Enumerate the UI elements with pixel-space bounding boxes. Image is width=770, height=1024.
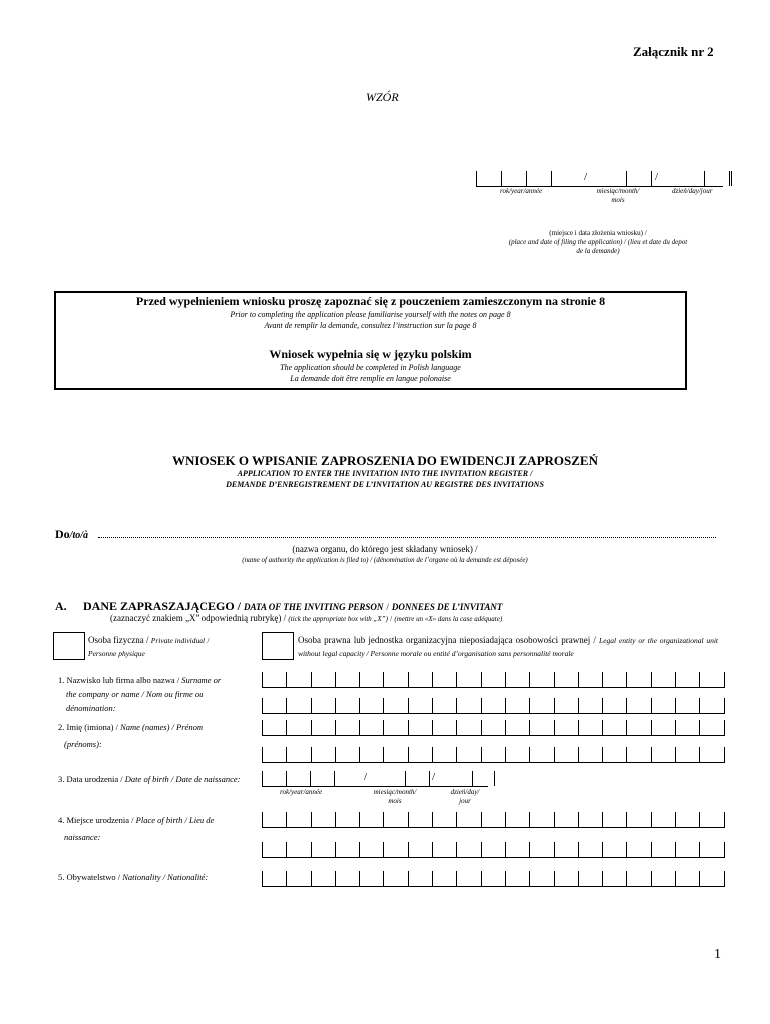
char-cell[interactable] <box>432 842 456 857</box>
tick-instruction: (zaznaczyć znakiem „X” odpowiednią rubrykę) / (tick the appropriate box with „X”) / (mettre un «X» dans la case adéquate) <box>110 613 503 623</box>
legal-entity-checkbox[interactable] <box>262 632 294 660</box>
char-cell[interactable] <box>456 812 480 827</box>
char-cell[interactable] <box>432 672 456 687</box>
char-cell[interactable] <box>602 842 626 857</box>
addressee-label: Do/to/à <box>55 527 89 541</box>
birth-place-field-row2[interactable] <box>262 842 725 858</box>
char-cell[interactable] <box>456 672 480 687</box>
date-separator: / <box>432 771 436 783</box>
char-cell[interactable] <box>578 672 602 687</box>
char-cell[interactable] <box>602 812 626 827</box>
birth-date-label: 3. Data urodzenia / Date of birth / Date de naissance: <box>58 774 241 784</box>
char-cell[interactable] <box>262 842 286 857</box>
char-cell[interactable] <box>335 747 359 762</box>
char-cell[interactable] <box>481 698 505 713</box>
char-cell[interactable] <box>626 812 650 827</box>
char-cell[interactable] <box>456 871 480 886</box>
char-cell[interactable] <box>311 672 335 687</box>
char-cell[interactable] <box>383 812 407 827</box>
char-cell[interactable] <box>651 698 675 713</box>
char-cell[interactable] <box>286 871 310 886</box>
char-cell[interactable] <box>456 720 480 735</box>
char-cell[interactable] <box>626 871 650 886</box>
char-cell[interactable] <box>699 747 724 762</box>
char-cell[interactable] <box>602 698 626 713</box>
char-cell[interactable] <box>311 871 335 886</box>
char-cell[interactable] <box>359 842 383 857</box>
char-cell[interactable] <box>554 672 578 687</box>
char-cell[interactable] <box>359 747 383 762</box>
char-cell[interactable] <box>359 672 383 687</box>
char-cell[interactable] <box>651 720 675 735</box>
char-cell[interactable] <box>456 747 480 762</box>
char-cell[interactable] <box>286 812 310 827</box>
char-cell[interactable] <box>699 842 724 857</box>
surname-field-row1[interactable] <box>262 672 725 688</box>
date-separator: / <box>364 771 368 783</box>
char-cell[interactable] <box>262 672 286 687</box>
char-cell[interactable] <box>626 698 650 713</box>
char-cell[interactable] <box>286 720 310 735</box>
month-caption: miesiąc/month/ mois <box>596 187 640 204</box>
char-cell[interactable] <box>335 698 359 713</box>
form-title-en: APPLICATION TO ENTER THE INVITATION INTO THE INVITATION REGISTER / <box>237 469 533 478</box>
language-title: Wniosek wypełnia się w języku polskim <box>269 347 472 361</box>
char-cell[interactable] <box>651 871 675 886</box>
char-cell[interactable] <box>651 812 675 827</box>
place-date-caption: (miejsce i data złożenia wniosku) / (place and date of filing the application) / (lieu et date du depot de la demande) <box>508 229 688 255</box>
birth-date-field[interactable] <box>262 771 488 787</box>
char-cell[interactable] <box>529 698 553 713</box>
birth-place-label: 4. Miejsce urodzenia / Place of birth / Lieu de naissance: <box>58 815 215 842</box>
char-cell[interactable] <box>383 842 407 857</box>
char-cell[interactable] <box>383 871 407 886</box>
nationality-label: 5. Obywatelstwo / Nationality / Nationalité: <box>58 872 209 882</box>
char-cell[interactable] <box>262 747 286 762</box>
char-cell[interactable] <box>408 747 432 762</box>
char-cell[interactable] <box>359 720 383 735</box>
form-title: WNIOSEK O WPISANIE ZAPROSZENIA DO EWIDENCJI ZAPROSZEŃ <box>172 453 598 468</box>
char-cell[interactable] <box>626 747 650 762</box>
char-cell[interactable] <box>335 672 359 687</box>
specimen-label: WZÓR <box>366 90 399 104</box>
char-cell[interactable] <box>626 842 650 857</box>
char-cell[interactable] <box>262 812 286 827</box>
year-caption: rok/year/année <box>500 187 543 195</box>
char-cell[interactable] <box>602 871 626 886</box>
char-cell[interactable] <box>578 698 602 713</box>
addressee-caption-en: (name of authority the application is filed to) / (dénomination de l’organe où la demande est déposée) <box>242 556 528 564</box>
addressee-caption-pl: (nazwa organu, do którego jest składany wniosek) / <box>292 544 478 554</box>
private-individual-label: Osoba fizyczna / Private individual / Personne physique <box>88 635 210 658</box>
char-cell[interactable] <box>578 747 602 762</box>
notice-fr: Avant de remplir la demande, consultez l’instruction sur la page 8 <box>264 321 477 330</box>
char-cell[interactable] <box>675 871 699 886</box>
birth-month-caption: miesiąc/month/ mois <box>373 788 417 805</box>
char-cell[interactable] <box>311 747 335 762</box>
birth-place-field-row1[interactable] <box>262 812 725 828</box>
char-cell[interactable] <box>505 871 529 886</box>
char-cell[interactable] <box>481 747 505 762</box>
char-cell[interactable] <box>626 672 650 687</box>
char-cell[interactable] <box>481 672 505 687</box>
char-cell[interactable] <box>699 720 724 735</box>
notice-title: Przed wypełnieniem wniosku proszę zapoznać się z pouczeniem zamieszczonym na stronie 8 <box>135 294 606 308</box>
char-cell[interactable] <box>554 747 578 762</box>
char-cell[interactable] <box>286 747 310 762</box>
char-cell[interactable] <box>262 720 286 735</box>
first-name-field-row1[interactable] <box>262 720 725 736</box>
char-cell[interactable] <box>554 871 578 886</box>
char-cell[interactable] <box>408 871 432 886</box>
char-cell[interactable] <box>383 720 407 735</box>
char-cell[interactable] <box>505 842 529 857</box>
char-cell[interactable] <box>529 747 553 762</box>
char-cell[interactable] <box>699 812 724 827</box>
char-cell[interactable] <box>432 698 456 713</box>
char-cell[interactable] <box>505 747 529 762</box>
char-cell[interactable] <box>456 698 480 713</box>
char-cell[interactable] <box>311 698 335 713</box>
char-cell[interactable] <box>335 842 359 857</box>
char-cell[interactable] <box>626 720 650 735</box>
char-cell[interactable] <box>578 842 602 857</box>
char-cell[interactable] <box>529 871 553 886</box>
char-cell[interactable] <box>311 842 335 857</box>
char-cell[interactable] <box>456 842 480 857</box>
char-cell[interactable] <box>408 842 432 857</box>
char-cell[interactable] <box>651 842 675 857</box>
char-cell[interactable] <box>675 747 699 762</box>
char-cell[interactable] <box>675 812 699 827</box>
char-cell[interactable] <box>481 871 505 886</box>
char-cell[interactable] <box>286 672 310 687</box>
char-cell[interactable] <box>311 812 335 827</box>
char-cell[interactable] <box>675 842 699 857</box>
char-cell[interactable] <box>335 812 359 827</box>
legal-entity-label: Osoba prawna lub jednostka organizacyjna nieposiadająca osobowości prawnej / Legal entity or the organizational unit without legal capacity / Personne morale ou entité d’organisation sans personnalité morale <box>298 635 719 658</box>
form-title-fr: DEMANDE D’ENREGISTREMENT DE L’INVITATION AU REGISTRE DES INVITATIONS <box>226 480 544 489</box>
date-separator: / <box>584 171 588 183</box>
char-cell[interactable] <box>578 871 602 886</box>
char-cell[interactable] <box>651 672 675 687</box>
char-cell[interactable] <box>481 812 505 827</box>
char-cell[interactable] <box>602 747 626 762</box>
surname-label: 1. Nazwisko lub firma albo nazwa / Surname or the company or name / Nom ou firme ou dénomination: <box>58 675 222 713</box>
char-cell[interactable] <box>529 842 553 857</box>
private-individual-checkbox[interactable] <box>53 632 85 660</box>
char-cell[interactable] <box>383 747 407 762</box>
notice-en: Prior to completing the application please familiarise yourself with the notes on page 8 <box>230 310 511 319</box>
char-cell[interactable] <box>262 871 286 886</box>
char-cell[interactable] <box>432 812 456 827</box>
char-cell[interactable] <box>602 720 626 735</box>
birth-year-caption: rok/year/année <box>280 788 323 796</box>
char-cell[interactable] <box>554 812 578 827</box>
day-caption: dzień/day/jour <box>672 187 713 195</box>
date-separator: / <box>655 171 659 183</box>
filing-date-field[interactable] <box>476 171 723 187</box>
char-cell[interactable] <box>602 672 626 687</box>
char-cell[interactable] <box>432 720 456 735</box>
char-cell[interactable] <box>408 698 432 713</box>
char-cell[interactable] <box>554 842 578 857</box>
addressee-input[interactable] <box>98 535 716 538</box>
char-cell[interactable] <box>529 720 553 735</box>
surname-field-row2[interactable] <box>262 698 725 714</box>
char-cell[interactable] <box>505 720 529 735</box>
char-cell[interactable] <box>408 812 432 827</box>
char-cell[interactable] <box>408 720 432 735</box>
char-cell[interactable] <box>311 720 335 735</box>
char-cell[interactable] <box>432 871 456 886</box>
char-cell[interactable] <box>505 672 529 687</box>
char-cell[interactable] <box>335 871 359 886</box>
char-cell[interactable] <box>651 747 675 762</box>
page-number: 1 <box>714 947 721 962</box>
language-en: The application should be completed in Polish language <box>280 363 461 372</box>
char-cell[interactable] <box>699 672 724 687</box>
char-cell[interactable] <box>481 842 505 857</box>
char-cell[interactable] <box>286 698 310 713</box>
nationality-field[interactable] <box>262 871 725 887</box>
char-cell[interactable] <box>529 812 553 827</box>
birth-day-caption: dzień/day/ jour <box>450 788 480 805</box>
char-cell[interactable] <box>505 812 529 827</box>
char-cell[interactable] <box>578 812 602 827</box>
section-letter: A. <box>55 599 67 613</box>
char-cell[interactable] <box>359 698 383 713</box>
char-cell[interactable] <box>432 747 456 762</box>
char-cell[interactable] <box>505 698 529 713</box>
language-fr: La demande doit être remplie en langue polonaise <box>290 374 451 383</box>
first-name-label: 2. Imię (imiona) / Name (names) / Prénom (prénoms): <box>58 722 203 749</box>
first-name-field-row2[interactable] <box>262 747 725 763</box>
char-cell[interactable] <box>335 720 359 735</box>
char-cell[interactable] <box>699 871 724 886</box>
char-cell[interactable] <box>578 720 602 735</box>
char-cell[interactable] <box>554 698 578 713</box>
char-cell[interactable] <box>359 871 383 886</box>
char-cell[interactable] <box>554 720 578 735</box>
char-cell[interactable] <box>675 698 699 713</box>
char-cell[interactable] <box>675 672 699 687</box>
char-cell[interactable] <box>383 698 407 713</box>
char-cell[interactable] <box>481 720 505 735</box>
char-cell[interactable] <box>675 720 699 735</box>
char-cell[interactable] <box>529 672 553 687</box>
char-cell[interactable] <box>699 698 724 713</box>
char-cell[interactable] <box>383 672 407 687</box>
annex-label: Załącznik nr 2 <box>633 44 714 59</box>
char-cell[interactable] <box>262 698 286 713</box>
char-cell[interactable] <box>408 672 432 687</box>
section-heading: DANE ZAPRASZAJĄCEGO / DATA OF THE INVITING PERSON / DONNEES DE L’INVITANT <box>83 599 503 613</box>
char-cell[interactable] <box>286 842 310 857</box>
char-cell[interactable] <box>359 812 383 827</box>
